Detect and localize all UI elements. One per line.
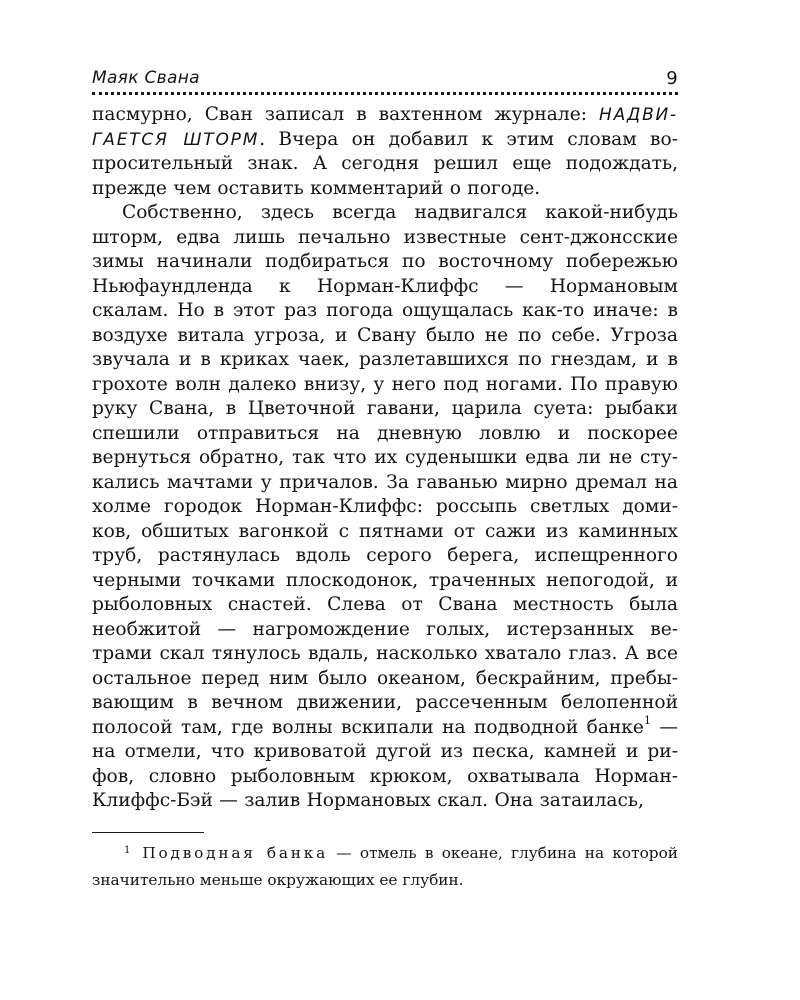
paragraph-1 bbox=[92, 103, 678, 201]
paragraph-2-end: — на отмели, что кривоватой дугой из песка, камней и рифов, словно рыболовным крюком, охватывала Норман-Клиффс-Бэй — залив Нормановых скал. Она затаилась, bbox=[92, 716, 678, 811]
footnote bbox=[92, 841, 678, 892]
running-header bbox=[92, 66, 678, 92]
running-title: Маяк Свана bbox=[92, 68, 200, 88]
storm-note-part-2: ГАЕТСЯ ШТОРМ bbox=[92, 129, 260, 150]
header-dotted-rule bbox=[92, 92, 678, 95]
footnote-marker: 1 bbox=[124, 844, 131, 856]
main-text bbox=[92, 103, 678, 814]
storm-note-part-1: НАДВИ- bbox=[598, 105, 678, 125]
footnote-text: — отмель в океане, глубина на которой значительно меньше окружающих ее глубин. bbox=[92, 843, 678, 889]
paragraph-2 bbox=[92, 201, 678, 814]
book-page bbox=[92, 66, 678, 892]
footnote-rule bbox=[92, 832, 204, 833]
paragraph-1-rest: . Вчера он добавил к этим словам вопросительный знак. А сегодня решил еще подождать, прежде чем оставить комментарий о погоде. bbox=[92, 128, 678, 199]
footnote-term: Подводная банка bbox=[142, 843, 329, 862]
paragraph-2-main: Собственно, здесь всегда надвигался какой-нибудь шторм, едва лишь печально известные сент-джонсские зимы начинали подбираться по восточному побережью Ньюфаундленда к Норман-Клиффс — Нормановым скалам. Но в этот раз погода ощущалась как-то иначе: в воздухе витала угроза, и Свану было не по себе. Угроза звучала и в криках чаек, разлетавшихся по гнездам, и в грохоте волн далеко внизу, у него под ногами. По правую руку Свана, в Цветочной гавани, царила суета: рыбаки спешили отправиться на дневную ловлю и поскорее вернуться обратно, так что их суденышки едва ли не стукались мачтами у причалов. За гаванью мирно дремал на холме городок Норман-Клиффс: россыпь светлых домиков, обшитых вагонкой с пятнами от сажи из каминных труб, растянулась вдоль серого берега, испещренного черными точками плоскодонок, траченных непогодой, и рыболовных снастей. Слева от Свана местность была необжитой — нагромождение голых, истерзанных ветрами скал тянулось вдаль, насколько хватало глаз. А все остальное перед ним было океаном, бескрайним, пребывающим в вечном движении, рассеченным белопенной полосой там, где волны вскипали на подводной банке bbox=[92, 202, 678, 738]
footnote-reference[interactable]: 1 bbox=[643, 714, 651, 728]
page-number: 9 bbox=[666, 68, 678, 89]
paragraph-1-start: пасмурно, Сван записал в вахтенном журнале: bbox=[92, 104, 599, 125]
